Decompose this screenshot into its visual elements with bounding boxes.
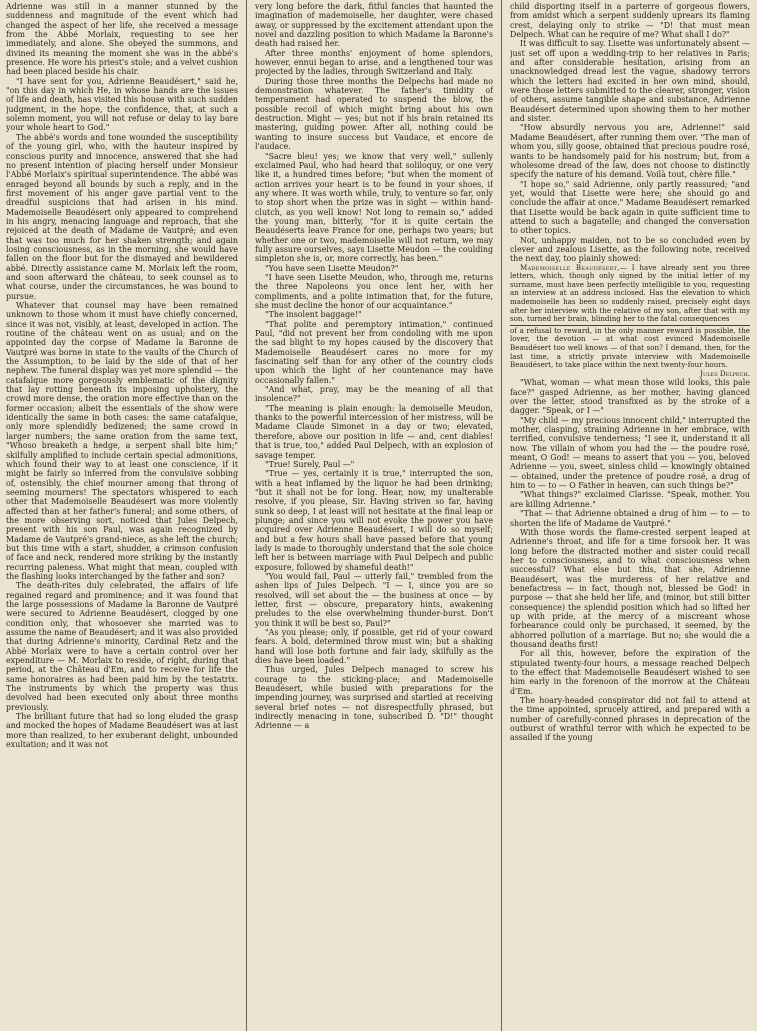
letter-body-upper: — I have already sent you three letters, which, though only signed by the initial letter of my surname, must have been perfectly intelligible to you, requesting an interview at an address inclosed. Has the elevation to which mademoiselle has been so suddenly raised, precisely eight days after her interview with the relative of my son, after that with my son, turned her brain, blinding her to the fatal consequences xyxy=(510,262,750,324)
paragraph: The brilliant future that had so long eluded the grasp and mocked the hopes of Madame Beaudésert was at last more than realized, to her exuberant delight, unbounded exultation; and it was not xyxy=(6,712,238,750)
paragraph: "What things?" exclaimed Clarisse. "Speak, mother. You are killing Adrienne." xyxy=(510,490,750,509)
quoted-letter xyxy=(510,264,750,379)
paragraph: The abbé's words and tone wounded the susceptibility of the young girl, who, with the hauteur inspired by conscious purity and innocence, answered that she had no present intention of placing herself under Monsieur l'Abbé Morlaix's spiritual superintendence. The abbé was enraged beyond all bounds by such a reply, and in the first movement of his anger gave partial vent to the dreadful suspicions that had arisen in his mind. Mademoiselle Beaudésert only appeared to comprehend in his angry, menacing language and reproach, that she rejoiced at the death of Madame de Vautpré; and even that was too much for her shaken strength; and again losing consciousness, as in the morning, she would have fallen on the floor but for the dismayed and bewildered abbé. Directly assistance came M. Morlaix left the room, and soon afterward the château, to seek counsel as to what course, under the circumstances, he was bound to pursue. xyxy=(6,132,238,301)
paragraph: Whatever that counsel may have been remained unknown to those whom it must have chiefly concerned, since it was not, visibly, at least, developed in action. The routine of the château went on as usual; and on the appointed day the corpse of Madame la Baronne de Vautpré was borne in state to the vaults of the Church of the Assumption, to be laid by the side of that of her nephew. The funeral display was yet more splendid — the catafalque more gorgeously emblematic of the dignity that lay rotting beneath its imposing upholstery, the crowd more dense, the oration more effective than on the former occasion; albeit the essentials of the show were identically the same in both cases: the same catafalque, only more splendidly bedizened; the same crowd in larger numbers; the same oration from the same text, "Whoso breaketh a hedge, a serpent shall bite him;" skilfully amplified to include certain special admonitions, which found their way to at least one conscience, if it might be fairly so inferred from the convulsive sobbing of, ostensibly, the chief mourner among that throng of seeming mourners! The spectators whispered to each other that Mademoiselle Beaudésert was more violently affected than at her father's funeral; and some others, of the more observing sort, noticed that Jules Delpech, present with his son Paul, was again recognized by Madame de Vautpré's grand-niece, as she left the church; but this time with a start, shudder, a crimson confusion of face and neck, rendered more striking by the instantly recurring paleness. What might that mean, coupled with the flashing looks interchanged by the father and son? xyxy=(6,301,238,581)
paragraph: "I have sent for you, Adrienne Beaudésert," said he, "on this day in which He, in whose hands are the issues of life and death, has visited this house with such sudden judgment, in the hope, the confidence, that, at such a solemn moment, you will not refuse or delay to lay bare your whole heart to God." xyxy=(6,76,238,133)
column-1 xyxy=(6,2,238,1029)
paragraph: "My child — my precious innocent child," interrupted the mother, clasping, straining Adrienne in her embrace, with terrified, convulsive tenderness; "I see it, understand it all now. The villain of whom you had the — the poudre rosé, meant, O God! — means to assert that you — you, beloved Adrienne — you, sweet, sinless child — knowingly obtained — obtained, under the pretence of poudre rosé, a drug of him to — to — O Father in heaven, can such things be?" xyxy=(510,415,750,491)
paragraph: Adrienne was still in a manner stunned by the suddenness and magnitude of the event which had changed the aspect of her life, she received a message from the Abbé Morlaix, requesting to see her immediately, and alone. She obeyed the summons, and divined its meaning the moment she was in the abbé's presence. He wore his priest's stole; and a velvet cushion had been placed beside his chair. xyxy=(6,2,238,77)
paragraph: "You would fail, Paul — utterly fail," trembled from the ashen lips of Jules Delpech. "I — I, since you are so resolved, will set about the — the business at once — by letter, first — obscure, preparatory hints, awakening preludes to the else overwhelming thunder-burst. Don't you think it will be best so, Paul?" xyxy=(255,571,493,628)
column-2 xyxy=(255,2,493,1029)
paragraph: For all this, however, before the expiration of the stipulated twenty-four hours, a message reached Delpech to the effect that Mademoiselle Beaudésert wished to see him early in the forenoon of the morrow at the Château d'Em. xyxy=(510,649,750,696)
paragraph: "That — that Adrienne obtained a drug of him — to — to shorten the life of Madame de Vautpré." xyxy=(510,509,750,528)
paragraph: child disporting itself in a parterre of gorgeous flowers, from amidst which a serpent suddenly uprears its flaming crest, delaying only to strike — "D! that must mean Delpech. What can he require of me? What shall I do?" xyxy=(510,2,750,40)
paragraph: With those words the flame-crested serpent leaped at Adrienne's throat, and life for a time forsook her. It was long before the distracted mother and sister could recall her to consciousness, and to what consciousness when successful? What else but this, that she, Adrienne Beaudésert, was the murderess of her relative and benefactress — in fact, though not, blessed be God! in purpose — that she held her life, and (minor, but still bitter consequence) the splendid position which had so lifted her up with pride, at the mercy of a miscreant whose forbearance could only be purchased, it seemed, by the abhorred pollution of a marriage. But no; she would die a thousand deaths first! xyxy=(510,527,750,649)
paragraph: Not, unhappy maiden, not to be so concluded even by clever and zealous Lisette, as the following note, received the next day, too plainly showed: xyxy=(510,235,750,264)
paragraph: The hoary-headed conspirator did not fail to attend at the time appointed, sprucely attired, and prepared with a number of carefully-conned phrases in deprecation of the outburst of wrathful terror with which he expected to be assailed if the young xyxy=(510,696,750,743)
letter-salutation: Mademoiselle Beaudésert, xyxy=(520,262,620,272)
paragraph: "True! Surely, Paul —" xyxy=(265,459,355,469)
letter-upper xyxy=(510,264,750,324)
paragraph: During those three months the Delpechs had made no demonstration whatever. The father's timidity of temperament had operated to suspend the blow, the possible recoil of which might bring about his own destruction. Might — yes; but not if his brain retained its mastering, guiding power. After all, nothing could be wanting to insure success but Vaudace, et encore de l'audace. xyxy=(255,76,493,152)
paragraph: "The meaning is plain enough: la demoiselle Meudon, thanks to the powerful intercession of her mistress, will be Madame Claude Simonet in a day or two; elevated, therefore, above our position in life — and, cent diables! that is true, too," added Paul Delpech, with an explosion of savage temper. xyxy=(255,403,493,460)
paragraph: "I hope so," said Adrienne, only partly reassured; "and yet, would that Lisette were here; she should go and conclude the affair at once." Madame Beaudésert remarked that Lisette would be back again in quite sufficient time to attend to such a bagatelle; and changed the conversation to other topics. xyxy=(510,179,750,236)
paragraph: Thus urged, Jules Delpech managed to screw his courage to the sticking-place; and Mademoiselle Beaudésert, while busied with preparations for the impending journey, was surprised and startled at receiving several brief notes — not disrespectfully phrased, but indirectly menacing in tone, subscribed D. "D!" thought Adrienne — a xyxy=(255,665,493,731)
paragraph: "How absurdly nervous you are, Adrienne!" said Madame Beaudésert, after running them over. "The man of whom you, silly goose, obtained that precious poudre rosé, wants to be handsomely paid for his nostrum; but, from a wholesome dread of the law, does not choose to distinctly specify the nature of his demand. Voilà tout, chère fille." xyxy=(510,123,750,180)
paragraph: "And what, pray, may be the meaning of all that insolence?" xyxy=(255,385,493,404)
paragraph: very long before the dark, fitful fancies that haunted the imagination of mademoiselle, her daughter, were chased away, or suppressed by the excitement attendant upon the novel and dazzling position to which Madame la Baronne's death had raised her. xyxy=(255,2,493,49)
paragraph: "Sacre bleu! yes; we know that very well," sullenly exclaimed Paul, who had heard that soliloquy, or one very like it, a hundred times before; "but when the moment of action arrives your heart is to be found in your shoes, if any where. It was worth while, truly, to venture so far, only to stop short when the prize was in sight — within hand-clutch, as you well know! Not long to remain so," added the young man, bitterly, "for it is quite certain the Beaudéserts leave France for one, perhaps two years; but whether one or two, mademoiselle will not return, we may fully assure ourselves, says Lisette Meudon — the coulding simpleton she is, or, more correctly, has been." xyxy=(255,151,493,264)
paragraph: "True — yes, certainly it is true," interrupted the son, with a heat inflamed by the liquor he had been drinking; "but it shall not be for long. Hear, now, my unalterable resolve, if you please, Sir. Having striven so far, having sunk so deep, I at least will not hesitate at the final leap or plunge; and since you will not evoke the power you have acquired over Adrienne Beaudésert, I will do so myself; and but a few hours shall have passed before that young lady is made to thoroughly understand that the sole choice left her is between marriage with Paul Delpech and public exposure, followed by shameful death!" xyxy=(255,469,493,572)
paragraph: After three months' enjoyment of home splendors, however, ennui began to arise, and a lengthened tour was projected by the ladies, through Switzerland and Italy. xyxy=(255,48,493,77)
paragraph: "What, woman — what mean those wild looks, this pale face?" gasped Adrienne, as her mother, having glanced over the letter, stood transfixed as by the stroke of a dagger. "Speak, or I —" xyxy=(510,378,750,416)
paragraph: It was difficult to say. Lisette was unfortunately absent — just set off upon a wedding-trip to her relatives in Paris; and after considerable hesitation, arising from an unacknowledged dread lest the vague, shadowy terrors which the letters had excited in her own mind, should, were those letters submitted to the clearer, stronger, vision of others, assume tangible shape and substance, Adrienne Beaudésert determined upon showing them to her mother and sister. xyxy=(510,39,750,124)
letter-body-lower: of a refusal to reward, in the only manner reward is possible, the lover, the devotion — at what cost evinced Mademoiselle Beaudésert too well knows — of that son? I demand, then, for the last time, a strictly private interview with Mademoiselle Beaudésert, to take place within the next twenty-four hours. xyxy=(510,325,750,370)
paragraph: The death-rites duly celebrated, the affairs of life regained regard and prominence; and it was found that the large possessions of Madame la Baronne de Vautpré were secured to Adrienne Beaudésert, clogged by one condition only, that whosoever she married was to assume the name of Beaudésert; and it was also provided that during Adrienne's minority, Cardinal Retz and the Abbé Morlaix were to have a certain control over her expenditure — M. Morlaix to reside, of right, during that period, at the Château d'Em, and to receive for life the same honoraires as had been paid him by the testatrix. The instruments by which the property was thus devolved had been executed only about three months previously. xyxy=(6,581,238,712)
paragraph: "That polite and peremptory intimation," continued Paul, "did not prevent her from condoling with me upon the sad blight to my hopes caused by the discovery that Mademoiselle Beaudésert cares no more for my fascinating self than for any other of the country clods upon which the light of her countenance may have occasionally fallen." xyxy=(255,319,493,385)
paragraph: "As you please; only, if possible, get rid of your coward fears. A bold, determined throw must win; but a shaking hand will lose both fortune and fair lady, skilfully as the dies have been loaded." xyxy=(255,628,493,666)
column-3 xyxy=(510,2,750,1029)
column-divider xyxy=(501,0,502,1031)
paragraph: "The insolent baggage!" xyxy=(265,310,362,320)
paragraph: "You have seen Lisette Meudon?" xyxy=(265,263,399,273)
letter-signature: Jules Delpech. xyxy=(700,368,750,378)
paragraph: "I have seen Lisette Meudon, who, through me, returns the three Napoleons you once lent her, with her compliments, and a polite intimation that, for the future, she must decline the honor of our acquaintance." xyxy=(255,272,493,310)
column-divider xyxy=(246,0,247,1031)
